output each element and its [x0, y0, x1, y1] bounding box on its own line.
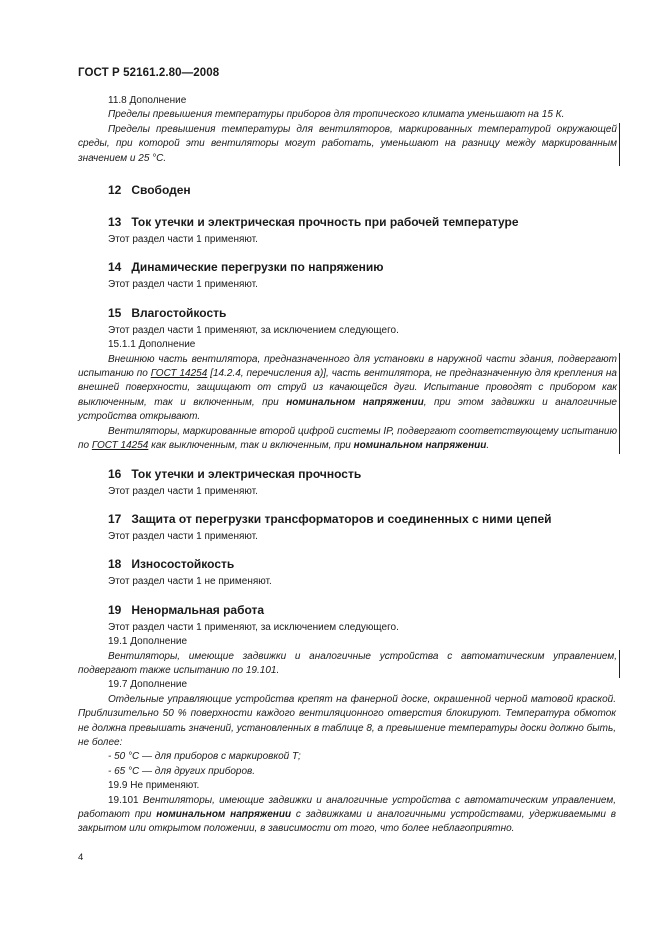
- paragraph: Этот раздел части 1 применяют.: [108, 234, 258, 246]
- paragraph: 19.101 Вентиляторы, имеющие задвижки и аналогичные устройства с автоматическим управлением, работают при номинальном напряжении с задвижками и аналогичными устройствами, удерживаемыми в закрытом или открытом положении, в зависимости от того, что более неблагоприятно.: [78, 794, 616, 835]
- paragraph: Этот раздел части 1 применяют.: [108, 530, 258, 542]
- section-heading-18: 18 Износостойкость: [108, 557, 235, 572]
- paragraph: Этот раздел части 1 применяют.: [108, 279, 258, 291]
- section-heading-12: 12 Свободен: [108, 183, 191, 198]
- section-heading-19: 19 Ненормальная работа: [108, 602, 265, 617]
- paragraph: Этот раздел части 1 применяют, за исключением следующего.: [108, 621, 399, 633]
- standard-link[interactable]: ГОСТ 14254: [150, 368, 208, 380]
- list-item: - 65 °С — для других приборов.: [108, 765, 256, 777]
- subsection-15-1-1-title: 15.1.1 Дополнение: [108, 339, 196, 351]
- subsection-19-7-title: 19.7 Дополнение: [108, 679, 188, 691]
- page-number: 4: [78, 852, 84, 863]
- section-heading-14: 14 Динамические перегрузки по напряжению: [108, 260, 384, 275]
- document-header: ГОСТ Р 52161.2.80—2008: [78, 67, 220, 79]
- paragraph: Пределы превышения температуры приборов для тропического климата уменьшают на 15 К.: [108, 109, 565, 121]
- section-heading-15: 15 Влагостойкость: [108, 305, 227, 320]
- paragraph: Вентиляторы, маркированные второй цифрой системы IP, подвергают соответствующему испытанию по ГОСТ 14254 как выключенным, так и включенным, при номинальном напряжении.: [78, 425, 620, 454]
- list-item: - 50 °С — для приборов с маркировкой Т;: [108, 751, 301, 763]
- section-heading-17: 17 Защита от перегрузки трансформаторов и соединенных с ними цепей: [108, 511, 552, 526]
- paragraph: Этот раздел части 1 не применяют.: [108, 576, 272, 588]
- subsection-11-8-title: 11.8 Дополнение: [108, 95, 187, 106]
- document-body: [78, 94, 616, 837]
- paragraph: Вентиляторы, имеющие задвижки и аналогичные устройства с автоматическим управлением, подвергают также испытанию по 19.101.: [78, 650, 620, 679]
- subsection-19-1-title: 19.1 Дополнение: [108, 636, 188, 648]
- paragraph: Отдельные управляющие устройства крепят на фанерной доске, окрашенной черной матовой краской. Приблизительно 50 % поверхности каждого вентиляционного отверстия блокируют. Температура обмоток не должна превышать значений, установленных в таблице 8, а превышение температуры доски должно быть, не более:: [78, 693, 616, 748]
- section-heading-16: 16 Ток утечки и электрическая прочность: [108, 466, 362, 481]
- paragraph: Пределы превышения температуры для вентиляторов, маркированных температурой окружающей среды, при которой эти вентиляторы могут работать, уменьшают на разницу между маркированным значением и 25 °С.: [78, 123, 620, 166]
- paragraph: Этот раздел части 1 применяют, за исключением следующего.: [108, 324, 399, 336]
- standard-link[interactable]: ГОСТ 14254: [91, 440, 149, 452]
- paragraph: Внешнюю часть вентилятора, предназначенного для установки в наружной части здания, подвергают испытанию по ГОСТ 14254 [14.2.4, перечисления а)], часть вентилятора, не предназначенную для крепления на внешней поверхности, защищают от струй из качающейся дуги. Испытание проводят с прибором как выключенным, так и включенным, при номинальном напряжении, при этом задвижки и аналогичные устройства открывают.: [78, 353, 620, 425]
- paragraph: Этот раздел части 1 применяют.: [108, 485, 258, 497]
- subsection-19-9-title: 19.9 Не применяют.: [108, 780, 200, 792]
- section-heading-13: 13 Ток утечки и электрическая прочность при рабочей температуре: [108, 215, 519, 230]
